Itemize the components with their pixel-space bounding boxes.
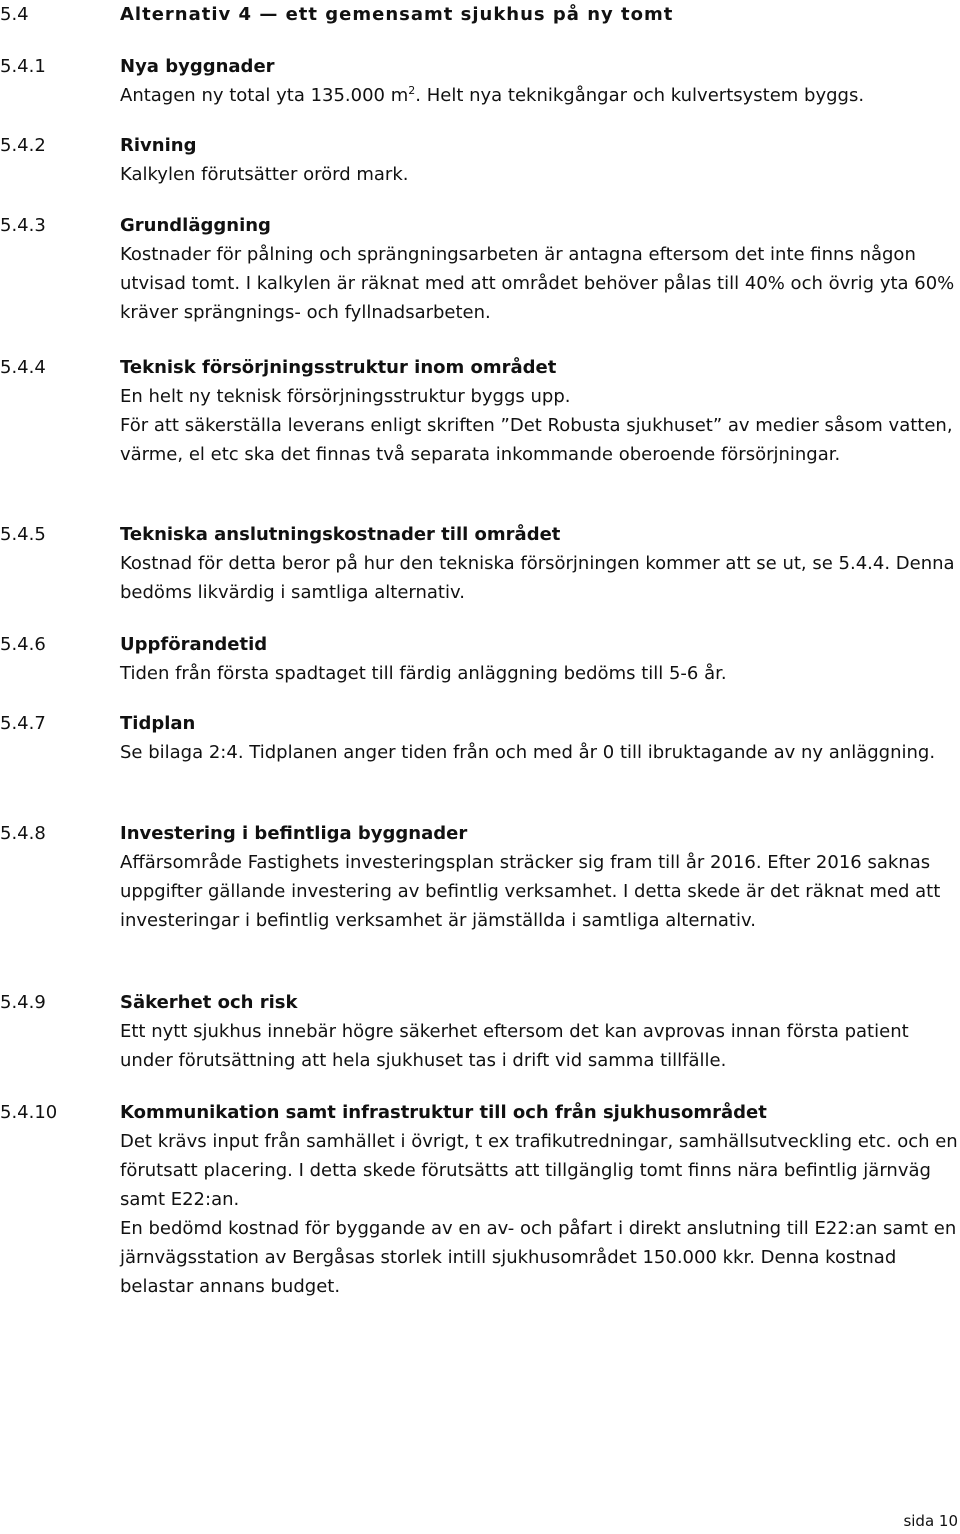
section-number: 5.4.10 <box>0 1102 58 1123</box>
section-paragraph: En bedömd kostnad för byggande av en av- och påfart i direkt anslutning till E22:an samt en järnvägsstation av Bergåsas storlek intill sjukhusområdet 150.000 kkr. Denna kostnad belastar annans budget. <box>120 1218 957 1297</box>
section-heading: Teknisk försörjningsstruktur inom området <box>120 357 557 378</box>
section-heading: Tidplan <box>120 713 196 734</box>
section-heading: Investering i befintliga byggnader <box>120 823 468 844</box>
section-number: 5.4.6 <box>0 634 46 655</box>
section-heading: Uppförandetid <box>120 634 268 655</box>
section-number: 5.4.7 <box>0 713 46 734</box>
section-number: 5.4.2 <box>0 135 46 156</box>
section-heading: Nya byggnader <box>120 56 275 77</box>
superscript: 2 <box>408 84 416 97</box>
section-number: 5.4.8 <box>0 823 46 844</box>
section-number: 5.4.9 <box>0 992 46 1013</box>
section-number: 5.4 <box>0 4 29 25</box>
section-paragraph: Affärsområde Fastighets investeringsplan sträcker sig fram till år 2016. Efter 2016 saknas uppgifter gällande investering av befintlig verksamhet. I detta skede är det räknat med att investeringar i befintlig verksamhet är jämställda i samtliga alternativ. <box>120 852 941 931</box>
section-number: 5.4.4 <box>0 357 46 378</box>
section-number: 5.4.3 <box>0 215 46 236</box>
section-heading: Rivning <box>120 135 197 156</box>
section-heading: Grundläggning <box>120 215 271 236</box>
section-paragraph: Kostnad för detta beror på hur den tekniska försörjningen kommer att se ut, se 5.4.4. Denna bedöms likvärdig i samtliga alternativ. <box>120 553 955 603</box>
section-heading: Kommunikation samt infrastruktur till och från sjukhusområdet <box>120 1102 767 1123</box>
section-paragraph: En helt ny teknisk försörjningsstruktur byggs upp. <box>120 386 571 407</box>
section-heading: Säkerhet och risk <box>120 992 298 1013</box>
section-paragraph: Tiden från första spadtaget till färdig anläggning bedöms till 5-6 år. <box>120 663 727 684</box>
page-number: sida 10 <box>903 1512 958 1530</box>
section-heading: Tekniska anslutningskostnader till området <box>120 524 561 545</box>
section-paragraph: Se bilaga 2:4. Tidplanen anger tiden från och med år 0 till ibruktagande av ny anläggning. <box>120 742 936 763</box>
section-paragraph: Det krävs input från samhället i övrigt, t ex trafikutredningar, samhällsutveckling etc. och en förutsatt placering. I detta skede förutsätts att tillgänglig tomt finns nära befintlig järnväg samt E22:an. <box>120 1131 958 1210</box>
section-paragraph: Antagen ny total yta 135.000 $m^2$. Helt nya teknikgångar och kulvertsystem byggs. <box>120 84 865 106</box>
section-paragraph: För att säkerställa leverans enligt skriften ”Det Robusta sjukhuset” av medier såsom vatten, värme, el etc ska det finnas två separata inkommande oberoende försörjningar. <box>120 415 953 465</box>
section-number: 5.4.5 <box>0 524 46 545</box>
section-paragraph: Kostnader för pålning och sprängningsarbeten är antagna eftersom det inte finns någon utvisad tomt. I kalkylen är räknat med att området behöver pålas till 40% och övrig yta 60% kräver sprängnings- och fyllnadsarbeten. <box>120 244 955 323</box>
section-number: 5.4.1 <box>0 56 46 77</box>
section-heading: Alternativ 4 — ett gemensamt sjukhus på ny tomt <box>120 4 674 25</box>
section-paragraph: Kalkylen förutsätter orörd mark. <box>120 164 409 185</box>
section-paragraph: Ett nytt sjukhus innebär högre säkerhet eftersom det kan avprovas innan första patient under förutsättning att hela sjukhuset tas i drift vid samma tillfälle. <box>120 1021 909 1071</box>
